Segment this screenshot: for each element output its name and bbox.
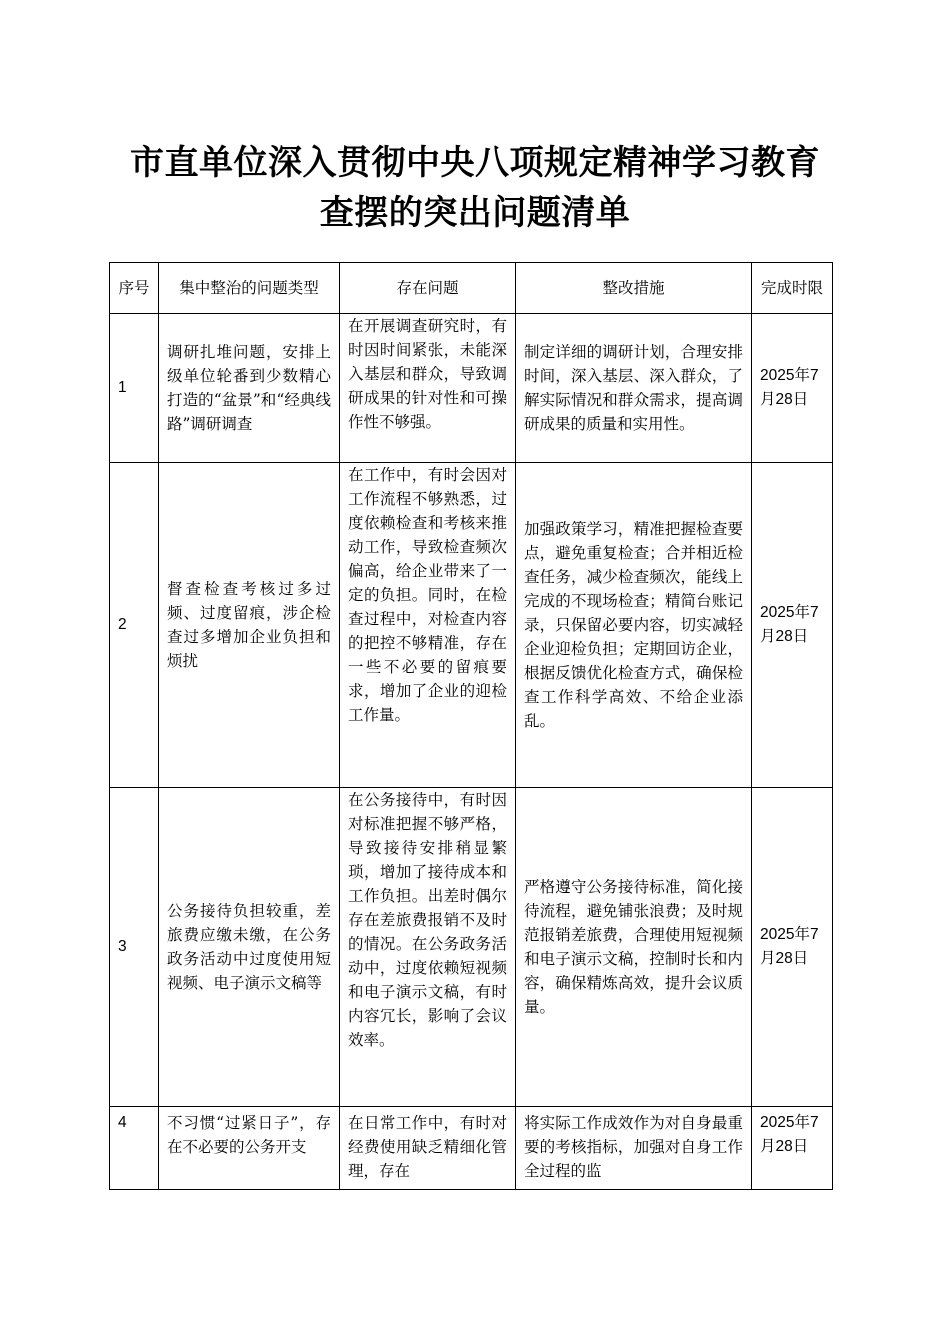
header-index: 序号 (110, 263, 159, 314)
table-row (110, 314, 833, 463)
row-index: 1 (110, 314, 159, 463)
title-line-2: 查摆的突出问题清单 (319, 193, 631, 233)
row-deadline: 2025年7月28日 (752, 463, 833, 788)
header-type: 集中整治的问题类型 (159, 263, 340, 314)
row-measure: 制定详细的调研计划，合理安排时间，深入基层、深入群众，了解实际情况和群众需求，提高调研成果的质量和实用性。 (516, 314, 752, 463)
row-measure: 严格遵守公务接待标准，简化接待流程，避免铺张浪费；及时规范报销差旅费，合理使用短视频和电子演示文稿，控制时长和内容，确保精炼高效，提升会议质量。 (516, 788, 752, 1107)
document-title (0, 138, 950, 238)
row-deadline: 2025年7月28日 (752, 788, 833, 1107)
row-problem: 在公务接待中，有时因对标准把握不够严格，导致接待安排稍显繁琐，增加了接待成本和工作负担。出差时偶尔存在差旅费报销不及时的情况。在公务政务活动中，过度依赖短视频和电子演示文稿，有时内容冗长，影响了会议效率。 (340, 788, 516, 1107)
row-type: 督查检查考核过多过频、过度留痕，涉企检查过多增加企业负担和烦扰 (159, 463, 340, 788)
row-type: 调研扎堆问题，安排上级单位轮番到少数精心打造的“盆景”和“经典线路”调研调查 (159, 314, 340, 463)
issues-table (109, 262, 833, 1190)
table-row (110, 1107, 833, 1190)
title-line-1: 市直单位深入贯彻中央八项规定精神学习教育 (130, 143, 820, 183)
header-problem: 存在问题 (340, 263, 516, 314)
row-problem: 在日常工作中，有时对经费使用缺乏精细化管理，存在 (340, 1107, 516, 1190)
table-row (110, 788, 833, 1107)
row-type: 公务接待负担较重，差旅费应缴未缴，在公务政务活动中过度使用短视频、电子演示文稿等 (159, 788, 340, 1107)
row-problem: 在开展调查研究时，有时因时间紧张，未能深入基层和群众，导致调研成果的针对性和可操作性不够强。 (340, 314, 516, 463)
row-deadline: 2025年7月28日 (752, 314, 833, 463)
row-index: 3 (110, 788, 159, 1107)
row-deadline: 2025年7月28日 (752, 1107, 833, 1190)
table-header-row (110, 263, 833, 314)
table-row (110, 463, 833, 788)
row-index: 2 (110, 463, 159, 788)
row-type: 不习惯“过紧日子”，存在不必要的公务开支 (159, 1107, 340, 1190)
header-measure: 整改措施 (516, 263, 752, 314)
header-deadline: 完成时限 (752, 263, 833, 314)
row-measure: 将实际工作成效作为对自身最重要的考核指标，加强对自身工作全过程的监 (516, 1107, 752, 1190)
row-index: 4 (110, 1107, 159, 1190)
row-measure: 加强政策学习，精准把握检查要点，避免重复检查；合并相近检查任务，减少检查频次，能线上完成的不现场检查；精简台账记录，只保留必要内容，切实减轻企业迎检负担；定期回访企业，根据反馈优化检查方式，确保检查工作科学高效、不给企业添乱。 (516, 463, 752, 788)
row-problem: 在工作中，有时会因对工作流程不够熟悉，过度依赖检查和考核来推动工作，导致检查频次偏高，给企业带来了一定的负担。同时，在检查过程中，对检查内容的把控不够精准，存在一些不必要的留痕要求，增加了企业的迎检工作量。 (340, 463, 516, 788)
